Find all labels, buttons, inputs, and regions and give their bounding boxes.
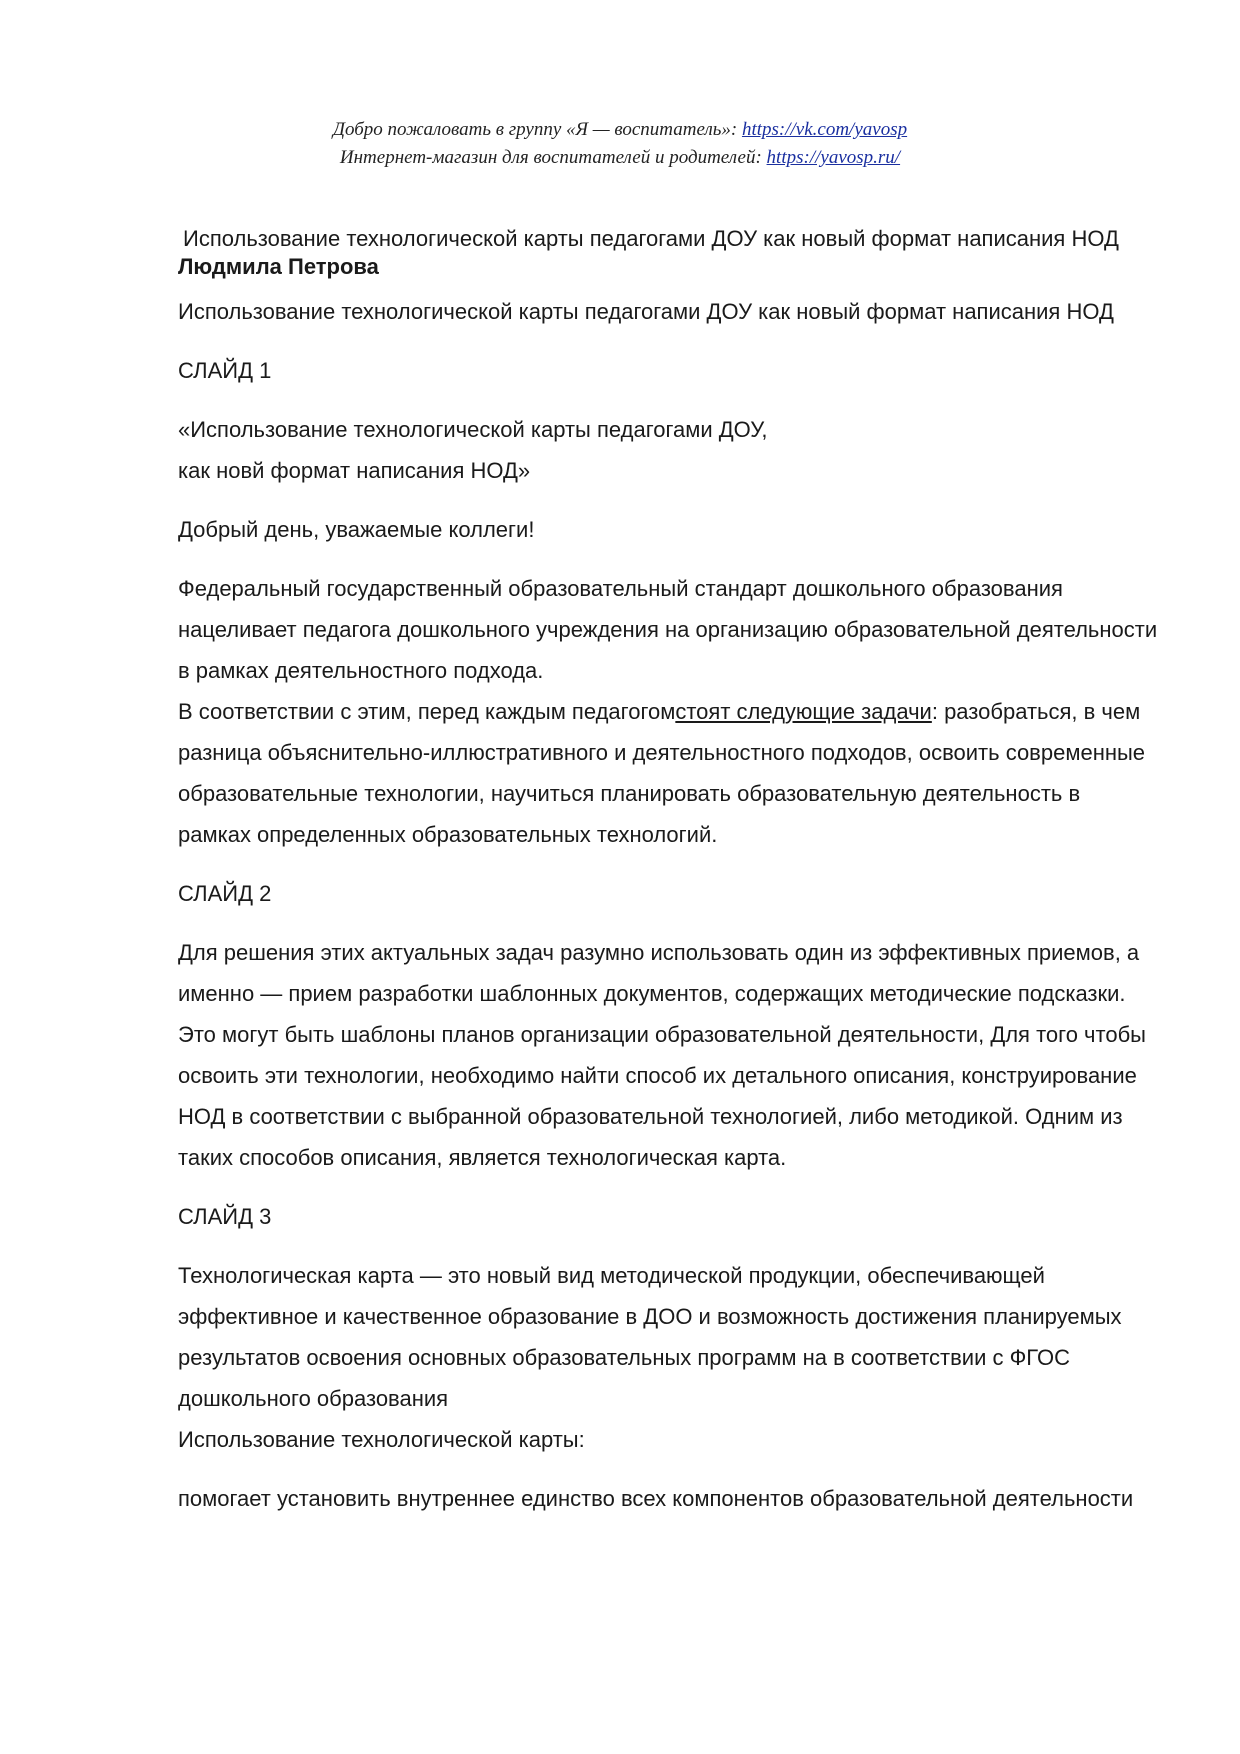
paragraph-usage: Использование технологической карты:	[178, 1427, 585, 1452]
document-subtitle: Использование технологической карты педагогами ДОУ как новый формат написания НОД	[178, 299, 1114, 324]
tasks-text-end: : разобраться, в чем разница объяснительно-иллюстративного и деятельностного подходов, освоить современные образовательные технологии, научиться планировать образовательную деятельность в рамках определенных образовательных технологий.	[178, 699, 1146, 847]
paragraph-unity: помогает установить внутреннее единство всех компонентов образовательной деятельности	[178, 1486, 1134, 1511]
quote-line-1: «Использование технологической карты педагогами ДОУ,	[178, 417, 768, 442]
quote-line-2: как новй формат написания НОД»	[178, 458, 531, 483]
page-header	[0, 116, 1240, 172]
greeting: Добрый день, уважаемые коллеги!	[178, 517, 535, 542]
header-group-text: Добро пожаловать в группу «Я — воспитатель»:	[332, 119, 742, 140]
tasks-text-start: В соответствии с этим, перед каждым педагогом	[178, 699, 676, 724]
slide-3-heading: СЛАЙД 3	[178, 1204, 272, 1229]
tasks-underlined: стоят следующие задачи	[675, 699, 932, 724]
slide-1-heading: СЛАЙД 1	[178, 358, 272, 383]
header-shop-text: Интернет-магазин для воспитателей и родителей:	[339, 147, 767, 168]
vk-group-link[interactable]: https://vk.com/yavosp	[741, 119, 908, 140]
document-title: Использование технологической карты педагогами ДОУ как новый формат написания НОД	[183, 226, 1119, 251]
paragraph-tasks	[178, 691, 1158, 855]
paragraph-tech-map: Технологическая карта — это новый вид методической продукции, обеспечивающей эффективное и качественное образование в ДОО и возможность достижения планируемых результатов освоения основных образовательных программ на в соответствии с ФГОС дошкольного образования	[178, 1263, 1122, 1411]
paragraph-templates: Для решения этих актуальных задач разумно использовать один из эффективных приемов, а именно — прием разработки шаблонных документов, содержащих методические подсказки. Это могут быть шаблоны планов организации образовательной деятельности, Для того чтобы освоить эти технологии, необходимо найти способ их детального описания, конструирование НОД в соответствии с выбранной образовательной технологией, либо методикой. Одним из таких способов описания, является технологическая карта.	[178, 940, 1146, 1170]
header-line-group	[0, 116, 1240, 144]
slide-2-heading: СЛАЙД 2	[178, 881, 272, 906]
author-name: Людмила Петрова	[178, 254, 379, 279]
document-body	[178, 224, 1158, 1537]
header-shop-line	[0, 144, 1240, 172]
slide-1-quote	[178, 409, 1158, 491]
paragraph-fgos: Федеральный государственный образовательный стандарт дошкольного образования нацеливает педагога дошкольного учреждения на организацию образовательной деятельности в рамках деятельностного подхода.	[178, 576, 1158, 683]
shop-link[interactable]: https://yavosp.ru/	[766, 147, 901, 168]
